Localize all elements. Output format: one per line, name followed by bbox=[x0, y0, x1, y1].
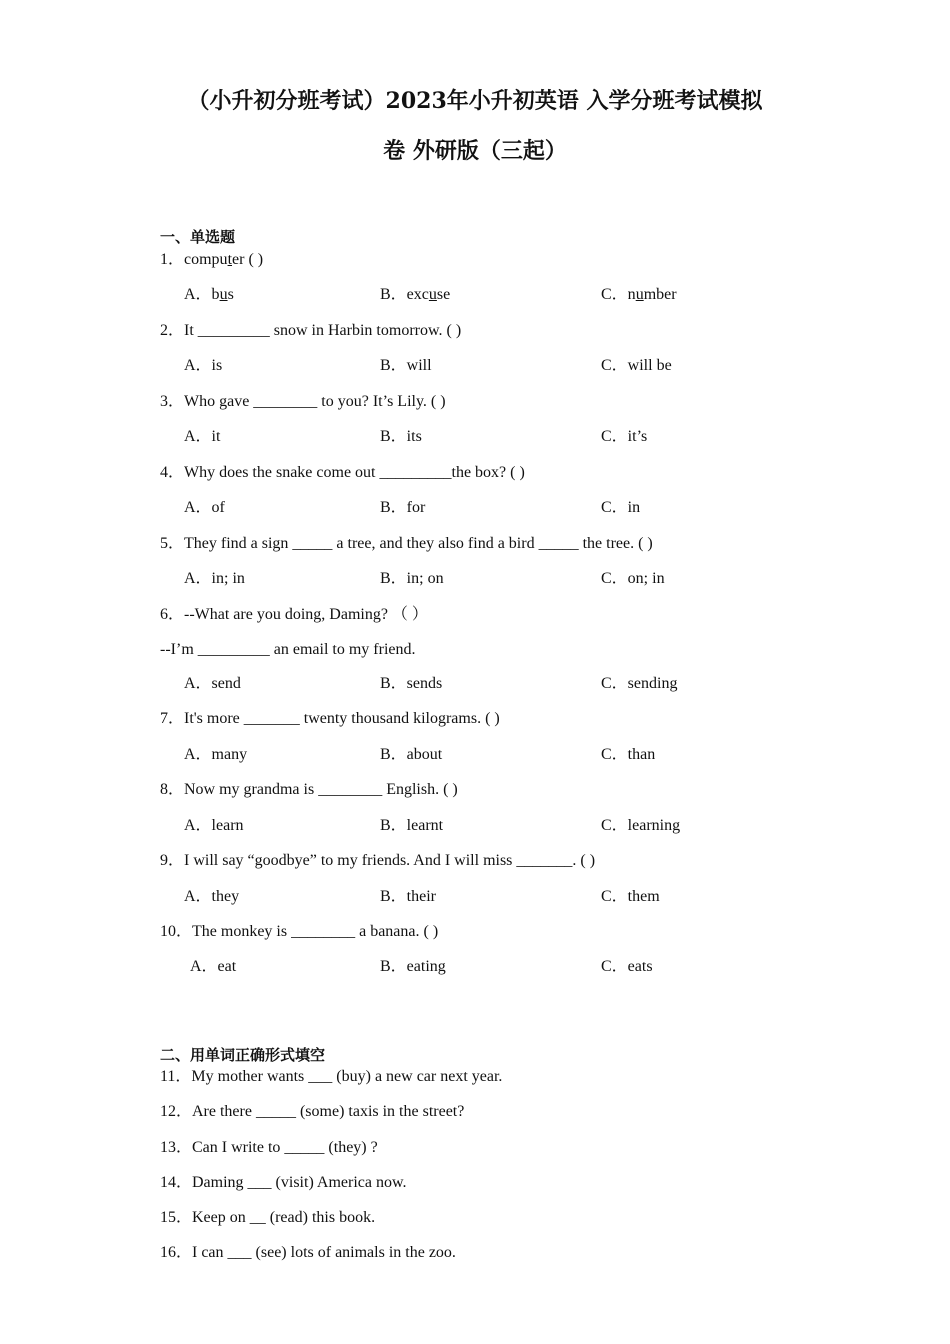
question-1 bbox=[160, 250, 263, 270]
question-1-prefix: 1．compu bbox=[160, 251, 228, 268]
question-7: 7．It's more _______ twenty thousand kilograms. ( ) bbox=[160, 710, 500, 727]
question-9: 9．I will say “goodbye” to my friends. And I will miss _______. ( ) bbox=[160, 852, 596, 869]
question-10-option-b: B．eating bbox=[380, 958, 446, 975]
question-2: 2．It _________ snow in Harbin tomorrow. ( ) bbox=[160, 322, 462, 339]
question-7-option-a: A．many bbox=[184, 746, 248, 763]
question-4-option-a: A．of bbox=[184, 499, 225, 516]
question-8-option-c: C．learning bbox=[601, 817, 681, 834]
option-text: C．n bbox=[601, 286, 636, 303]
question-5: 5．They find a sign _____ a tree, and they also find a bird _____ the tree. ( ) bbox=[160, 535, 653, 552]
question-5-option-b: B．in; on bbox=[380, 570, 444, 587]
option-text: mber bbox=[643, 286, 677, 303]
question-1-option-b bbox=[380, 285, 450, 305]
question-3: 3．Who gave ________ to you? It’s Lily. ( ) bbox=[160, 393, 446, 410]
question-1-underlined-letter: t bbox=[227, 251, 233, 268]
question-6: 6．--What are you doing, Daming? （ ） bbox=[160, 606, 428, 623]
question-4-option-b: B．for bbox=[380, 499, 426, 516]
question-10-option-a: A．eat bbox=[190, 958, 237, 975]
question-5-option-c: C．on; in bbox=[601, 570, 665, 587]
question-9-option-c: C．them bbox=[601, 888, 660, 905]
section-heading-single-choice: 一、单选题 bbox=[160, 228, 236, 246]
question-13: 13．Can I write to _____ (they) ? bbox=[160, 1139, 378, 1156]
question-8-option-b: B．learnt bbox=[380, 817, 444, 834]
question-14: 14．Daming ___ (visit) America now. bbox=[160, 1174, 407, 1191]
option-text: A．b bbox=[184, 286, 220, 303]
option-underlined-letter: u bbox=[428, 286, 437, 303]
question-10: 10．The monkey is ________ a banana. ( ) bbox=[160, 923, 439, 940]
question-9-option-a: A．they bbox=[184, 888, 240, 905]
question-2-option-c: C．will be bbox=[601, 357, 672, 374]
option-underlined-letter: u bbox=[635, 286, 644, 303]
question-15: 15．Keep on __ (read) this book. bbox=[160, 1209, 376, 1226]
question-6-option-b: B．sends bbox=[380, 675, 443, 692]
question-6-option-a: A．send bbox=[184, 675, 241, 692]
question-12: 12．Are there _____ (some) taxis in the street? bbox=[160, 1103, 465, 1120]
question-4-option-c: C．in bbox=[601, 499, 641, 516]
option-text: se bbox=[436, 286, 451, 303]
question-1-option-c bbox=[601, 285, 677, 305]
page-title-line-1: （小升初分班考试）2023年小升初英语 入学分班考试模拟 bbox=[187, 88, 763, 114]
question-6-line-2: --I’m _________ an email to my friend. bbox=[160, 641, 416, 658]
question-7-option-b: B．about bbox=[380, 746, 443, 763]
question-3-option-c: C．it’s bbox=[601, 428, 648, 445]
question-9-option-b: B．their bbox=[380, 888, 436, 905]
question-11: 11．My mother wants ___ (buy) a new car next year. bbox=[160, 1068, 503, 1085]
question-2-option-b: B．will bbox=[380, 357, 432, 374]
question-5-option-a: A．in; in bbox=[184, 570, 245, 587]
question-3-option-b: B．its bbox=[380, 428, 422, 445]
page-title-line-2: 卷 外研版（三起） bbox=[383, 138, 567, 164]
question-3-option-a: A．it bbox=[184, 428, 221, 445]
question-1-suffix: er ( ) bbox=[232, 251, 264, 268]
question-8: 8．Now my grandma is ________ English. ( ) bbox=[160, 781, 458, 798]
question-4: 4．Why does the snake come out _________the box? ( ) bbox=[160, 464, 525, 481]
question-10-option-c: C．eats bbox=[601, 958, 653, 975]
option-underlined-letter: u bbox=[219, 286, 228, 303]
question-16: 16．I can ___ (see) lots of animals in the zoo. bbox=[160, 1244, 456, 1261]
option-text: B．exc bbox=[380, 286, 429, 303]
question-2-option-a: A．is bbox=[184, 357, 223, 374]
section-heading-fill-in: 二、用单词正确形式填空 bbox=[160, 1046, 326, 1064]
option-text: s bbox=[227, 286, 234, 303]
question-1-option-a bbox=[184, 285, 234, 305]
question-6-option-c: C．sending bbox=[601, 675, 678, 692]
question-7-option-c: C．than bbox=[601, 746, 656, 763]
question-8-option-a: A．learn bbox=[184, 817, 244, 834]
